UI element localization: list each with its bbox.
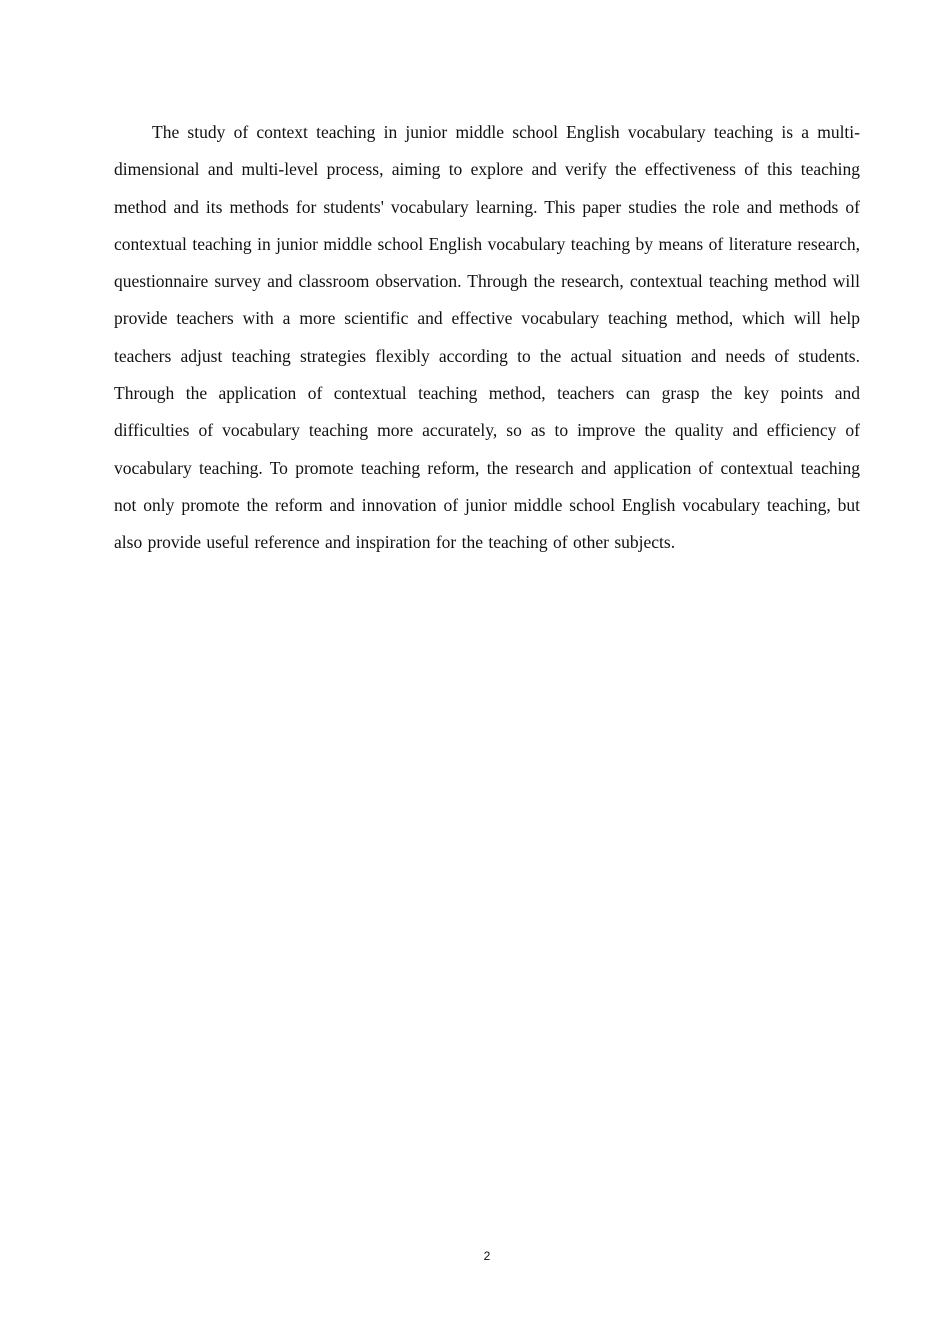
body-paragraph: The study of context teaching in junior middle school English vocabulary teaching is a multi-dimensional and multi-level process, aiming to explore and verify the effectiveness of this teaching method and its methods for students' vocabulary learning. This paper studies the role and methods of contextual teaching in junior middle school English vocabulary teaching by means of literature research, questionnaire survey and classroom observation. Through the research, contextual teaching method will provide teachers with a more scientific and effective vocabulary teaching method, which will help teachers adjust teaching strategies flexibly according to the actual situation and needs of students. Through the application of contextual teaching method, teachers can grasp the key points and difficulties of vocabulary teaching more accurately, so as to improve the quality and efficiency of vocabulary teaching. To promote teaching reform, the research and application of contextual teaching not only promote the reform and innovation of junior middle school English vocabulary teaching, but also provide useful reference and inspiration for the teaching of other subjects. [114,122,860,553]
page-number: 2 [483,1249,491,1263]
